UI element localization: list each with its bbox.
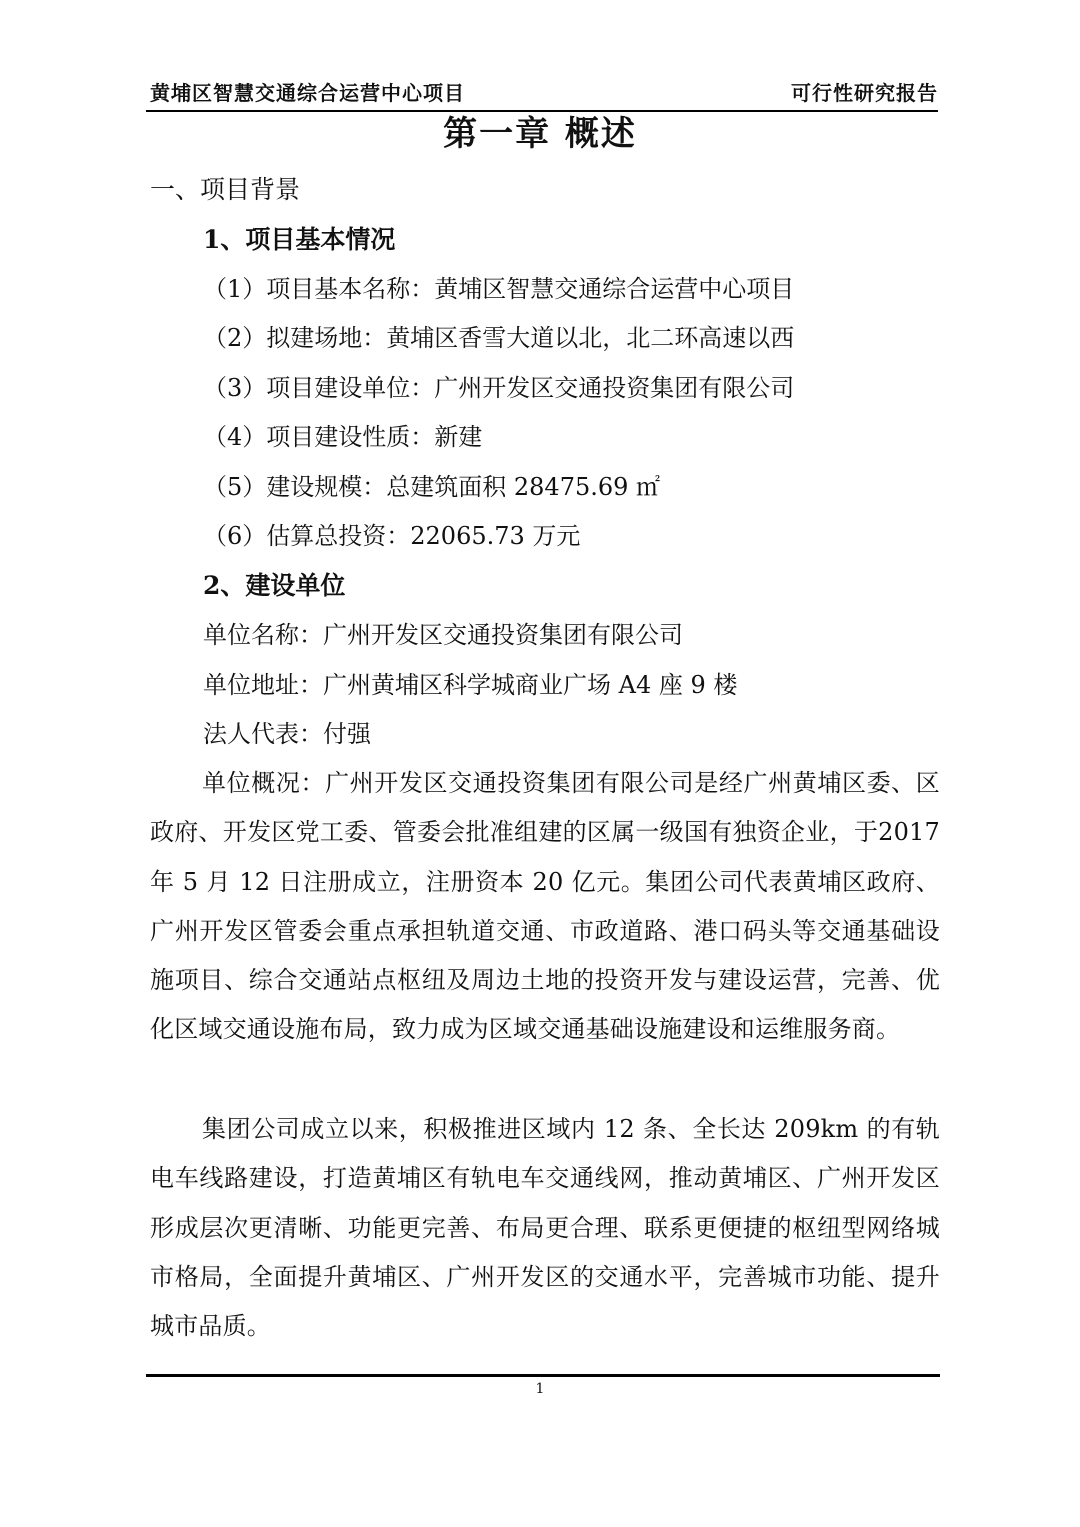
unit-legal-representative: 法人代表：付强 <box>203 720 371 748</box>
basic-item-investment: （6）估算总投资：22065.73 万元 <box>203 522 581 550</box>
subheading-construction-unit: 2、建设单位 <box>203 571 346 600</box>
basic-item-builder: （3）项目建设单位：广州开发区交通投资集团有限公司 <box>203 374 795 402</box>
footer-rule <box>146 1374 940 1377</box>
running-header-title: 黄埔区智慧交通综合运营中心项目 <box>150 81 465 105</box>
running-header-doc-type: 可行性研究报告 <box>791 81 938 105</box>
basic-item-site: （2）拟建场地：黄埔区香雪大道以北，北二环高速以西 <box>203 324 795 352</box>
unit-address: 单位地址：广州黄埔区科学城商业广场 A4 座 9 楼 <box>203 671 738 699</box>
basic-item-nature: （4）项目建设性质：新建 <box>203 423 483 451</box>
subheading-basic-info: 1、项目基本情况 <box>203 225 396 254</box>
page-number: 1 <box>535 1381 545 1397</box>
group-achievements-paragraph: 集团公司成立以来，积极推进区域内 12 条、全长达 209km 的有轨电车线路建设，打造黄埔区有轨电车交通线网，推动黄埔区、广州开发区形成层次更清晰、功能更完善、布局更合理、联系更便捷的枢纽型网络城市格局，全面提升黄埔区、广州开发区的交通水平，完善城市功能、提升城市品质。 <box>150 1115 940 1341</box>
section-heading: 一、项目背景 <box>150 175 301 204</box>
basic-item-name: （1）项目基本名称：黄埔区智慧交通综合运营中心项目 <box>203 275 795 303</box>
unit-name: 单位名称：广州开发区交通投资集团有限公司 <box>203 621 683 649</box>
basic-item-scale: （5）建设规模：总建筑面积 28475.69 ㎡ <box>203 473 661 501</box>
unit-overview-paragraph: 单位概况：广州开发区交通投资集团有限公司是经广州黄埔区委、区政府、开发区党工委、管委会批准组建的区属一级国有独资企业，于2017 年 5 月 12 日注册成立，注册资本 20 亿元。集团公司代表黄埔区政府、广州开发区管委会重点承担轨道交通、市政道路、港口码头等交通基础设施项目、综合交通站点枢纽及周边土地的投资开发与建设运营，完善、优化区域交通设施布局，致力成为区域交通基础设施建设和运维服务商。 <box>150 769 940 1044</box>
chapter-title: 第一章 概述 <box>443 114 637 154</box>
